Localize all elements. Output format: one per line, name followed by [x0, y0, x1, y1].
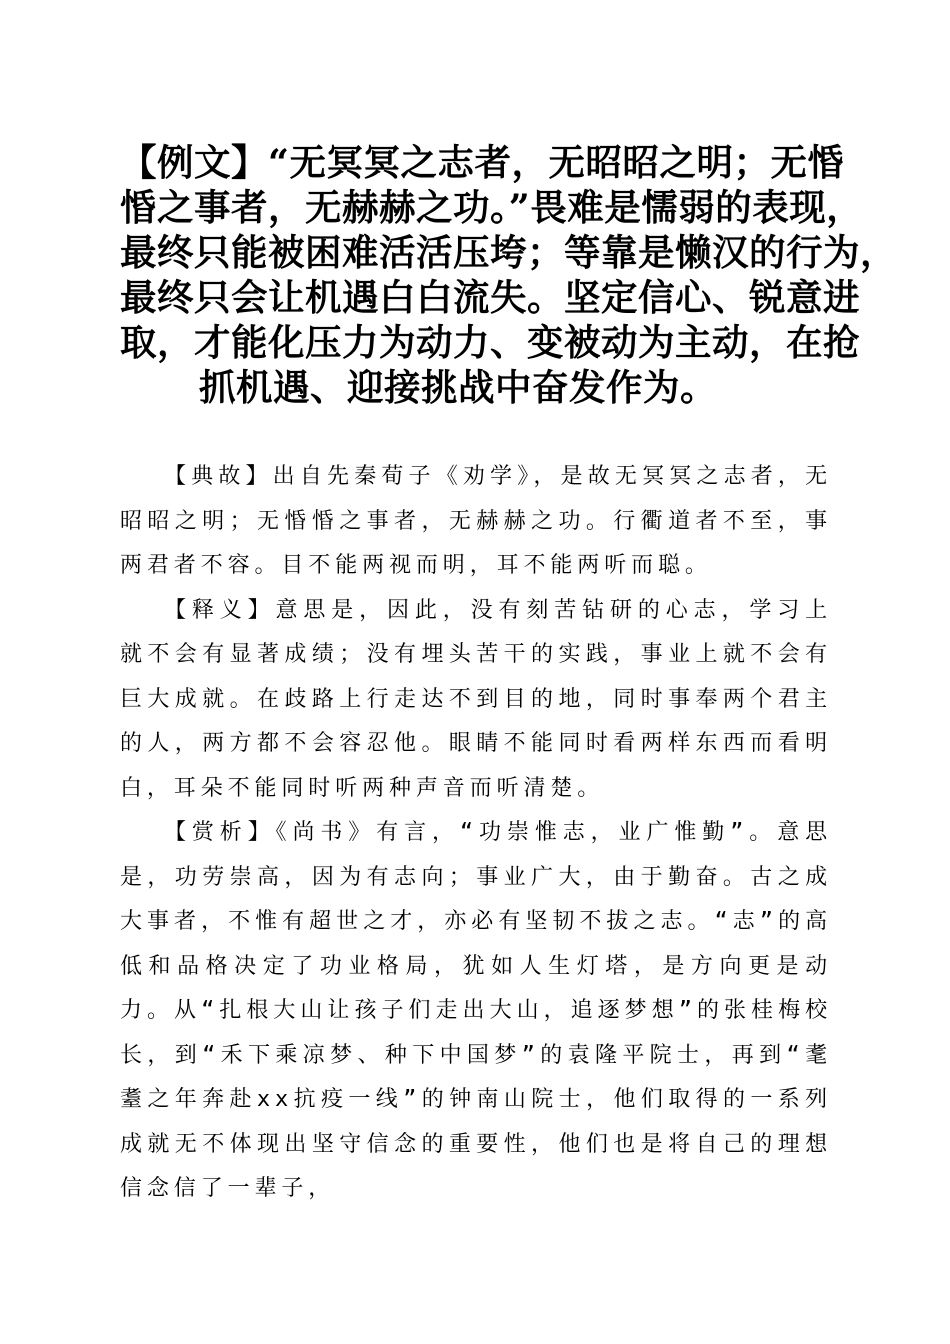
heading-line: 最终只能被困难活活压垮；等靠是懒汉的行为，: [120, 231, 897, 274]
body-text: [120, 455, 832, 1212]
paragraph-shiyi: 【释义】意思是，因此，没有刻苦钻研的心志，学习上就不会有显著成绩；没有埋头苦干的实践，事业上就不会有巨大成就。在歧路上行走达不到目的地，同时事奉两个君主的人，两方都不会容忍他。眼睛不能同时看两样东西而看明白，耳朵不能同时听两种声音而听清楚。: [120, 597, 832, 801]
heading-line: 【例文】“无冥冥之志者，无昭昭之明；无惛: [120, 141, 845, 184]
heading-line: 取，才能化压力为动力、变被动为主动，在抢: [120, 321, 860, 364]
heading-line: 惛之事者，无赫赫之功。”畏难是懦弱的表现，: [120, 186, 864, 229]
paragraph-diangu: 【典故】出自先秦荀子《劝学》，是故无冥冥之志者，无昭昭之明；无惛惛之事者，无赫赫之功。行衢道者不至，事两君者不容。目不能两视而明，耳不能两听而聪。: [120, 464, 832, 578]
heading-line: 最终只会让机遇白白流失。坚定信心、锐意进: [120, 276, 860, 319]
paragraph-shangxi: 【赏析】《尚书》有言，“功崇惟志，业广惟勤”。意思是，功劳崇高，因为有志向；事业广大，由于勤奋。古之成大事者，不惟有超世之才，亦必有坚韧不拔之志。“志”的高低和品格决定了功业格局，犹如人生灯塔，是方向更是动力。从“扎根大山让孩子们走出大山，追逐梦想”的张桂梅校长，到“禾下乘凉梦、种下中国梦”的袁隆平院士，再到“耄耋之年奔赴xx抗疫一线”的钟南山院士，他们取得的一系列成就无不体现出坚守信念的重要性，他们也是将自己的理想信念信了一辈子，: [120, 820, 832, 1201]
example-text-heading: [120, 140, 897, 410]
heading-line: 抓机遇、迎接挑战中奋发作为。: [199, 366, 717, 409]
